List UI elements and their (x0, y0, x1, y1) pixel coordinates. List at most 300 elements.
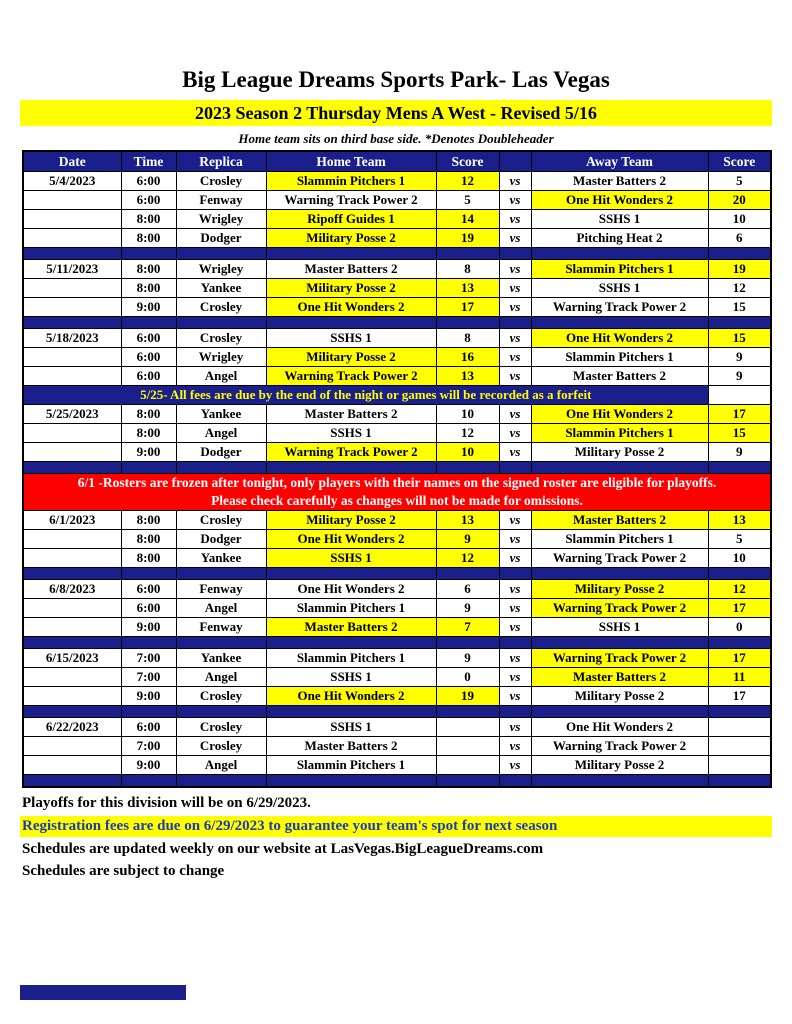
replica-cell: Crosley (176, 737, 266, 756)
date-cell (23, 424, 121, 443)
separator-cell (531, 462, 708, 474)
page-title: Big League Dreams Sports Park- Las Vegas (182, 67, 610, 92)
away-team-cell: Warning Track Power 2 (531, 599, 708, 618)
game-row (23, 329, 771, 348)
replica-cell: Angel (176, 599, 266, 618)
home-score-cell: 13 (436, 279, 499, 298)
separator-cell (266, 706, 436, 718)
home-team-cell: Military Posse 2 (266, 279, 436, 298)
home-team-cell: One Hit Wonders 2 (266, 530, 436, 549)
separator-cell (531, 706, 708, 718)
separator-cell (121, 637, 176, 649)
time-cell: 9:00 (121, 756, 176, 775)
separator-cell (121, 462, 176, 474)
separator-cell (436, 706, 499, 718)
game-row (23, 405, 771, 424)
separator-cell (436, 775, 499, 787)
game-row (23, 279, 771, 298)
separator-cell (176, 568, 266, 580)
game-row (23, 424, 771, 443)
vs-cell: vs (499, 405, 531, 424)
home-score-cell: 19 (436, 229, 499, 248)
home-score-cell: 5 (436, 191, 499, 210)
replica-cell: Wrigley (176, 260, 266, 279)
away-team-cell: Warning Track Power 2 (531, 298, 708, 317)
separator-cell (499, 637, 531, 649)
date-cell (23, 549, 121, 568)
separator-cell (531, 248, 708, 260)
separator-cell (23, 462, 121, 474)
vs-cell: vs (499, 580, 531, 599)
away-team-cell: Slammin Pitchers 1 (531, 530, 708, 549)
home-score-cell: 9 (436, 649, 499, 668)
game-row (23, 298, 771, 317)
header-vs (499, 151, 531, 172)
replica-cell: Crosley (176, 718, 266, 737)
home-team-cell: Master Batters 2 (266, 737, 436, 756)
separator-cell (499, 248, 531, 260)
separator-cell (708, 775, 771, 787)
fees-notice-cell: 5/25- All fees are due by the end of the night or games will be recorded as a forfeit (23, 386, 708, 405)
away-score-cell: 9 (708, 443, 771, 462)
roster-freeze-line1: 6/1 -Rosters are frozen after tonight, only players with their names on the signed roster are eligible for playoffs. (77, 475, 717, 490)
separator-cell (176, 706, 266, 718)
separator-cell (266, 775, 436, 787)
home-team-cell: Slammin Pitchers 1 (266, 172, 436, 191)
separator-cell (176, 637, 266, 649)
vs-cell: vs (499, 618, 531, 637)
separator-cell (499, 775, 531, 787)
separator-cell (499, 317, 531, 329)
away-score-cell: 15 (708, 329, 771, 348)
separator-cell (121, 317, 176, 329)
vs-cell: vs (499, 279, 531, 298)
separator-row (23, 568, 771, 580)
away-team-cell: Warning Track Power 2 (531, 649, 708, 668)
separator-cell (708, 248, 771, 260)
away-score-cell: 19 (708, 260, 771, 279)
home-score-cell: 6 (436, 580, 499, 599)
game-row (23, 191, 771, 210)
separator-cell (708, 568, 771, 580)
away-score-cell: 15 (708, 424, 771, 443)
home-score-cell: 12 (436, 549, 499, 568)
season-banner: 2023 Season 2 Thursday Mens A West - Revised 5/16 (20, 100, 772, 126)
time-cell: 9:00 (121, 618, 176, 637)
time-cell: 8:00 (121, 279, 176, 298)
away-score-cell: 11 (708, 668, 771, 687)
separator-cell (708, 637, 771, 649)
separator-cell (121, 568, 176, 580)
home-team-cell: SSHS 1 (266, 329, 436, 348)
game-row (23, 348, 771, 367)
game-row (23, 260, 771, 279)
home-team-cell: One Hit Wonders 2 (266, 687, 436, 706)
game-row (23, 210, 771, 229)
website-note: Schedules are updated weekly on our website at LasVegas.BigLeagueDreams.com (22, 840, 544, 857)
away-team-cell: One Hit Wonders 2 (531, 718, 708, 737)
separator-row (23, 637, 771, 649)
away-score-cell: 0 (708, 618, 771, 637)
separator-cell (531, 637, 708, 649)
date-cell: 5/25/2023 (23, 405, 121, 424)
replica-cell: Dodger (176, 229, 266, 248)
time-cell: 6:00 (121, 191, 176, 210)
separator-cell (531, 775, 708, 787)
footer (22, 794, 792, 881)
home-team-cell: SSHS 1 (266, 668, 436, 687)
home-score-cell: 16 (436, 348, 499, 367)
vs-cell: vs (499, 329, 531, 348)
header-home-score: Score (436, 151, 499, 172)
replica-cell: Crosley (176, 511, 266, 530)
away-score-cell (708, 756, 771, 775)
home-score-cell: 12 (436, 424, 499, 443)
date-cell (23, 618, 121, 637)
vs-cell: vs (499, 649, 531, 668)
separator-cell (436, 568, 499, 580)
time-cell: 6:00 (121, 367, 176, 386)
replica-cell: Yankee (176, 649, 266, 668)
home-score-cell: 12 (436, 172, 499, 191)
replica-cell: Yankee (176, 405, 266, 424)
time-cell: 8:00 (121, 229, 176, 248)
separator-cell (499, 706, 531, 718)
vs-cell: vs (499, 530, 531, 549)
registration-note: Registration fees are due on 6/29/2023 to guarantee your team's spot for next season (20, 816, 772, 837)
fees-notice-blank-cell (708, 386, 771, 405)
header-away-team: Away Team (531, 151, 708, 172)
time-cell: 8:00 (121, 511, 176, 530)
separator-cell (266, 248, 436, 260)
home-team-cell: SSHS 1 (266, 549, 436, 568)
game-row (23, 737, 771, 756)
home-score-cell: 10 (436, 405, 499, 424)
away-team-cell: Slammin Pitchers 1 (531, 424, 708, 443)
home-score-cell: 0 (436, 668, 499, 687)
vs-cell: vs (499, 687, 531, 706)
vs-cell: vs (499, 424, 531, 443)
time-cell: 6:00 (121, 599, 176, 618)
separator-cell (436, 637, 499, 649)
replica-cell: Crosley (176, 298, 266, 317)
separator-cell (531, 568, 708, 580)
date-cell: 6/15/2023 (23, 649, 121, 668)
date-cell: 5/11/2023 (23, 260, 121, 279)
separator-cell (531, 317, 708, 329)
date-cell: 5/4/2023 (23, 172, 121, 191)
game-row (23, 599, 771, 618)
game-row (23, 718, 771, 737)
away-team-cell: Pitching Heat 2 (531, 229, 708, 248)
separator-cell (121, 775, 176, 787)
away-score-cell: 17 (708, 687, 771, 706)
vs-cell: vs (499, 367, 531, 386)
time-cell: 6:00 (121, 580, 176, 599)
away-score-cell: 15 (708, 298, 771, 317)
game-row (23, 756, 771, 775)
separator-cell (266, 462, 436, 474)
away-team-cell: Military Posse 2 (531, 687, 708, 706)
date-cell (23, 210, 121, 229)
away-score-cell: 12 (708, 580, 771, 599)
time-cell: 8:00 (121, 260, 176, 279)
separator-cell (266, 637, 436, 649)
vs-cell: vs (499, 298, 531, 317)
home-team-cell: Military Posse 2 (266, 229, 436, 248)
vs-cell: vs (499, 549, 531, 568)
separator-cell (499, 462, 531, 474)
vs-cell: vs (499, 718, 531, 737)
time-cell: 9:00 (121, 298, 176, 317)
home-team-cell: One Hit Wonders 2 (266, 298, 436, 317)
date-cell (23, 229, 121, 248)
game-row (23, 580, 771, 599)
date-cell (23, 599, 121, 618)
replica-cell: Angel (176, 367, 266, 386)
replica-cell: Wrigley (176, 210, 266, 229)
time-cell: 8:00 (121, 530, 176, 549)
replica-cell: Crosley (176, 172, 266, 191)
home-score-cell: 19 (436, 687, 499, 706)
home-team-cell: One Hit Wonders 2 (266, 580, 436, 599)
date-cell (23, 191, 121, 210)
vs-cell: vs (499, 191, 531, 210)
home-score-cell: 13 (436, 367, 499, 386)
away-team-cell: One Hit Wonders 2 (531, 191, 708, 210)
replica-cell: Crosley (176, 687, 266, 706)
roster-freeze-banner-row (23, 474, 771, 511)
away-team-cell: Master Batters 2 (531, 172, 708, 191)
vs-cell: vs (499, 229, 531, 248)
away-score-cell (708, 718, 771, 737)
away-score-cell: 17 (708, 649, 771, 668)
home-score-cell: 17 (436, 298, 499, 317)
subject-to-change-note: Schedules are subject to change (22, 862, 225, 879)
date-cell: 6/22/2023 (23, 718, 121, 737)
away-team-cell: Warning Track Power 2 (531, 737, 708, 756)
separator-cell (499, 568, 531, 580)
home-score-cell: 10 (436, 443, 499, 462)
bottom-blue-bar (20, 985, 186, 1000)
away-score-cell: 20 (708, 191, 771, 210)
vs-cell: vs (499, 737, 531, 756)
vs-cell: vs (499, 348, 531, 367)
away-team-cell: Military Posse 2 (531, 756, 708, 775)
vs-cell: vs (499, 599, 531, 618)
vs-cell: vs (499, 756, 531, 775)
home-team-cell: Ripoff Guides 1 (266, 210, 436, 229)
time-cell: 6:00 (121, 348, 176, 367)
replica-cell: Fenway (176, 580, 266, 599)
away-team-cell: SSHS 1 (531, 210, 708, 229)
time-cell: 9:00 (121, 443, 176, 462)
date-cell: 6/8/2023 (23, 580, 121, 599)
away-team-cell: Military Posse 2 (531, 580, 708, 599)
home-team-cell: Master Batters 2 (266, 405, 436, 424)
separator-cell (436, 462, 499, 474)
away-score-cell: 9 (708, 348, 771, 367)
time-cell: 8:00 (121, 405, 176, 424)
separator-cell (176, 248, 266, 260)
away-score-cell: 12 (708, 279, 771, 298)
separator-row (23, 775, 771, 787)
vs-cell: vs (499, 443, 531, 462)
time-cell: 7:00 (121, 668, 176, 687)
separator-cell (23, 706, 121, 718)
replica-cell: Fenway (176, 191, 266, 210)
home-score-cell: 9 (436, 599, 499, 618)
time-cell: 8:00 (121, 210, 176, 229)
game-row (23, 511, 771, 530)
replica-cell: Dodger (176, 530, 266, 549)
away-score-cell: 6 (708, 229, 771, 248)
header-away-score: Score (708, 151, 771, 172)
home-score-cell (436, 756, 499, 775)
replica-cell: Fenway (176, 618, 266, 637)
separator-row (23, 462, 771, 474)
game-row (23, 549, 771, 568)
away-team-cell: Slammin Pitchers 1 (531, 260, 708, 279)
date-cell (23, 348, 121, 367)
away-team-cell: SSHS 1 (531, 618, 708, 637)
away-score-cell: 5 (708, 172, 771, 191)
time-cell: 8:00 (121, 549, 176, 568)
away-team-cell: Master Batters 2 (531, 367, 708, 386)
separator-cell (176, 775, 266, 787)
away-team-cell: Military Posse 2 (531, 443, 708, 462)
header-replica: Replica (176, 151, 266, 172)
home-score-cell: 8 (436, 329, 499, 348)
time-cell: 6:00 (121, 718, 176, 737)
separator-cell (708, 706, 771, 718)
game-row (23, 618, 771, 637)
away-score-cell: 17 (708, 405, 771, 424)
home-score-cell (436, 737, 499, 756)
replica-cell: Yankee (176, 549, 266, 568)
away-score-cell: 13 (708, 511, 771, 530)
home-score-cell (436, 718, 499, 737)
schedule-table (22, 150, 772, 788)
home-team-cell: Warning Track Power 2 (266, 367, 436, 386)
time-cell: 8:00 (121, 424, 176, 443)
separator-cell (266, 317, 436, 329)
roster-freeze-line2: Please check carefully as changes will not be made for omissions. (211, 493, 583, 508)
time-cell: 6:00 (121, 329, 176, 348)
home-team-cell: Military Posse 2 (266, 511, 436, 530)
game-row (23, 687, 771, 706)
header-home-team: Home Team (266, 151, 436, 172)
away-score-cell: 9 (708, 367, 771, 386)
roster-freeze-banner-cell (23, 474, 771, 511)
separator-row (23, 706, 771, 718)
separator-cell (121, 706, 176, 718)
away-team-cell: Master Batters 2 (531, 511, 708, 530)
home-team-cell: Slammin Pitchers 1 (266, 649, 436, 668)
replica-cell: Crosley (176, 329, 266, 348)
header-date: Date (23, 151, 121, 172)
home-team-cell: Master Batters 2 (266, 260, 436, 279)
away-team-cell: One Hit Wonders 2 (531, 329, 708, 348)
home-team-cell: Slammin Pitchers 1 (266, 756, 436, 775)
time-cell: 6:00 (121, 172, 176, 191)
game-row (23, 668, 771, 687)
date-cell (23, 668, 121, 687)
header-row (23, 151, 771, 172)
separator-cell (436, 248, 499, 260)
replica-cell: Angel (176, 668, 266, 687)
home-team-cell: SSHS 1 (266, 718, 436, 737)
home-team-cell: Master Batters 2 (266, 618, 436, 637)
separator-cell (266, 568, 436, 580)
header-time: Time (121, 151, 176, 172)
away-score-cell: 17 (708, 599, 771, 618)
vs-cell: vs (499, 511, 531, 530)
separator-row (23, 248, 771, 260)
game-row (23, 530, 771, 549)
replica-cell: Angel (176, 424, 266, 443)
date-cell (23, 443, 121, 462)
vs-cell: vs (499, 668, 531, 687)
game-row (23, 229, 771, 248)
away-score-cell (708, 737, 771, 756)
vs-cell: vs (499, 260, 531, 279)
separator-cell (176, 462, 266, 474)
game-row (23, 367, 771, 386)
game-row (23, 649, 771, 668)
away-team-cell: SSHS 1 (531, 279, 708, 298)
vs-cell: vs (499, 210, 531, 229)
separator-cell (436, 317, 499, 329)
replica-cell: Yankee (176, 279, 266, 298)
separator-cell (121, 248, 176, 260)
date-cell (23, 367, 121, 386)
playoffs-note: Playoffs for this division will be on 6/29/2023. (22, 794, 311, 811)
away-team-cell: Master Batters 2 (531, 668, 708, 687)
away-team-cell: Warning Track Power 2 (531, 549, 708, 568)
home-score-cell: 8 (436, 260, 499, 279)
date-cell (23, 298, 121, 317)
time-cell: 7:00 (121, 649, 176, 668)
fees-notice-row (23, 386, 771, 405)
home-score-cell: 9 (436, 530, 499, 549)
home-team-cell: Warning Track Power 2 (266, 443, 436, 462)
away-score-cell: 5 (708, 530, 771, 549)
game-row (23, 172, 771, 191)
separator-cell (708, 462, 771, 474)
replica-cell: Wrigley (176, 348, 266, 367)
home-score-cell: 14 (436, 210, 499, 229)
home-score-cell: 7 (436, 618, 499, 637)
date-cell (23, 756, 121, 775)
vs-cell: vs (499, 172, 531, 191)
away-score-cell: 10 (708, 549, 771, 568)
replica-cell: Angel (176, 756, 266, 775)
home-score-cell: 13 (436, 511, 499, 530)
separator-cell (23, 637, 121, 649)
home-team-cell: Warning Track Power 2 (266, 191, 436, 210)
separator-row (23, 317, 771, 329)
date-cell (23, 737, 121, 756)
date-cell (23, 687, 121, 706)
home-team-cell: SSHS 1 (266, 424, 436, 443)
home-team-note: Home team sits on third base side. *Denotes Doubleheader (238, 131, 554, 146)
time-cell: 7:00 (121, 737, 176, 756)
separator-cell (23, 775, 121, 787)
replica-cell: Dodger (176, 443, 266, 462)
separator-cell (176, 317, 266, 329)
game-row (23, 443, 771, 462)
